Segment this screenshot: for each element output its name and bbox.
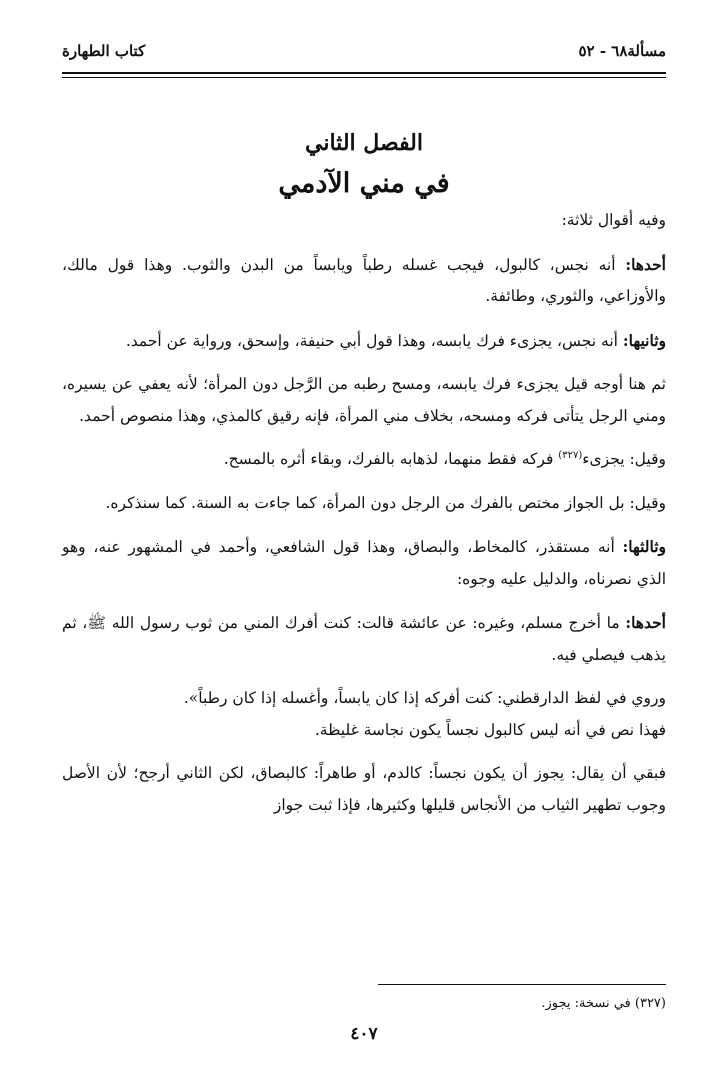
paragraph-text: أنه نجس، كالبول، فيجب غسله رطباً ويابساً من البدن والثوب. وهذا قول مالك، والأوزاعي، والثوري، وطائفة. [62, 255, 666, 305]
paragraph-text: أنه نجس، يجزىء فرك يابسه، وهذا قول أبي حنيفة، وإسحق، ورواية عن أحمد. [125, 331, 623, 350]
paragraph-lead: وثالثها: [622, 537, 666, 556]
header-book-title: كتاب الطهارة [62, 42, 146, 60]
paragraph-third-view [62, 531, 666, 595]
paragraph-remaining: فبقي أن يقال: يجوز أن يكون نجساً: كالدم، أو طاهراً: كالبصاق، لكن الثاني أرجح؛ لأن الأصل وجوب تطهير الثياب من الأنجاس قليلها وكثيرها، فإذا ثبت جواز [62, 764, 666, 814]
paragraph-lead: وثانيها: [622, 330, 666, 350]
main-text [62, 205, 666, 833]
chapter-heading: الفصل الثاني [305, 130, 423, 156]
header-rule-thick [62, 72, 666, 74]
paragraph-aspects: ثم هنا أوجه قيل يجزىء فرك يابسه، ومسح رطبه من الرَّجل دون المرأة؛ لأنه يعفي عن يسيره، ومني الرجل يتأتى فركه ومسحه، بخلاف مني المرأة، فإنه رقيق كالمذي، وهذا منصوص أحمد. [62, 375, 666, 425]
paragraph-sunnah: وقيل: بل الجواز مختص بالفرك من الرجل دون المرأة، كما جاءت به السنة. كما سنذكره. [105, 493, 666, 512]
paragraph-conclusion: فهذا نص في أنه ليس كالبول نجساً يكون نجاسة غليظة. [314, 720, 666, 739]
paragraph-fark-only [62, 444, 666, 476]
footnote-rule [378, 984, 666, 985]
page-number: ٤٠٧ [350, 1024, 378, 1044]
paragraph-text: ما أخرج مسلم، وغيره: عن عائشة قالت: كنت أفرك المني من ثوب رسول الله ﷺ، ثم يذهب فيصلي فيه. [62, 614, 666, 664]
paragraph-text: وقيل: يجزىء [582, 450, 666, 468]
footnote: (٣٢٧) في نسخة: يجوز. [541, 996, 666, 1011]
paragraph-evidence-one [62, 607, 666, 671]
paragraph-lead: أحدها: [625, 613, 666, 632]
footnote-reference: (٣٢٧) [558, 449, 583, 461]
paragraph-second-view [62, 325, 666, 358]
paragraph-daraqutni: وروي في لفظ الدارقطني: كنت أفركه إذا كان يابساً، وأغسله إذا كان رطباً». [183, 689, 666, 707]
header-rule-thin [62, 77, 666, 78]
paragraph-lead: أحدها: [625, 254, 666, 274]
paragraph-first-view [62, 249, 666, 313]
header-issue-number: مسألة٦٨ - ٥٢ [578, 42, 666, 60]
paragraph-text: أنه مستقذر، كالمخاط، والبصاق، وهذا قول الشافعي، وأحمد في المشهور عنه، وهو الذي نصرناه، والدليل عليه وجوه: [62, 538, 666, 588]
chapter-subheading: في مني الآدمي [278, 168, 450, 199]
running-header [62, 42, 666, 66]
intro-paragraph: وفيه أقوال ثلاثة: [561, 211, 666, 229]
paragraph-text: فركه فقط منهما، لذهابه بالفرك، وبقاء أثره بالمسح. [223, 450, 559, 468]
